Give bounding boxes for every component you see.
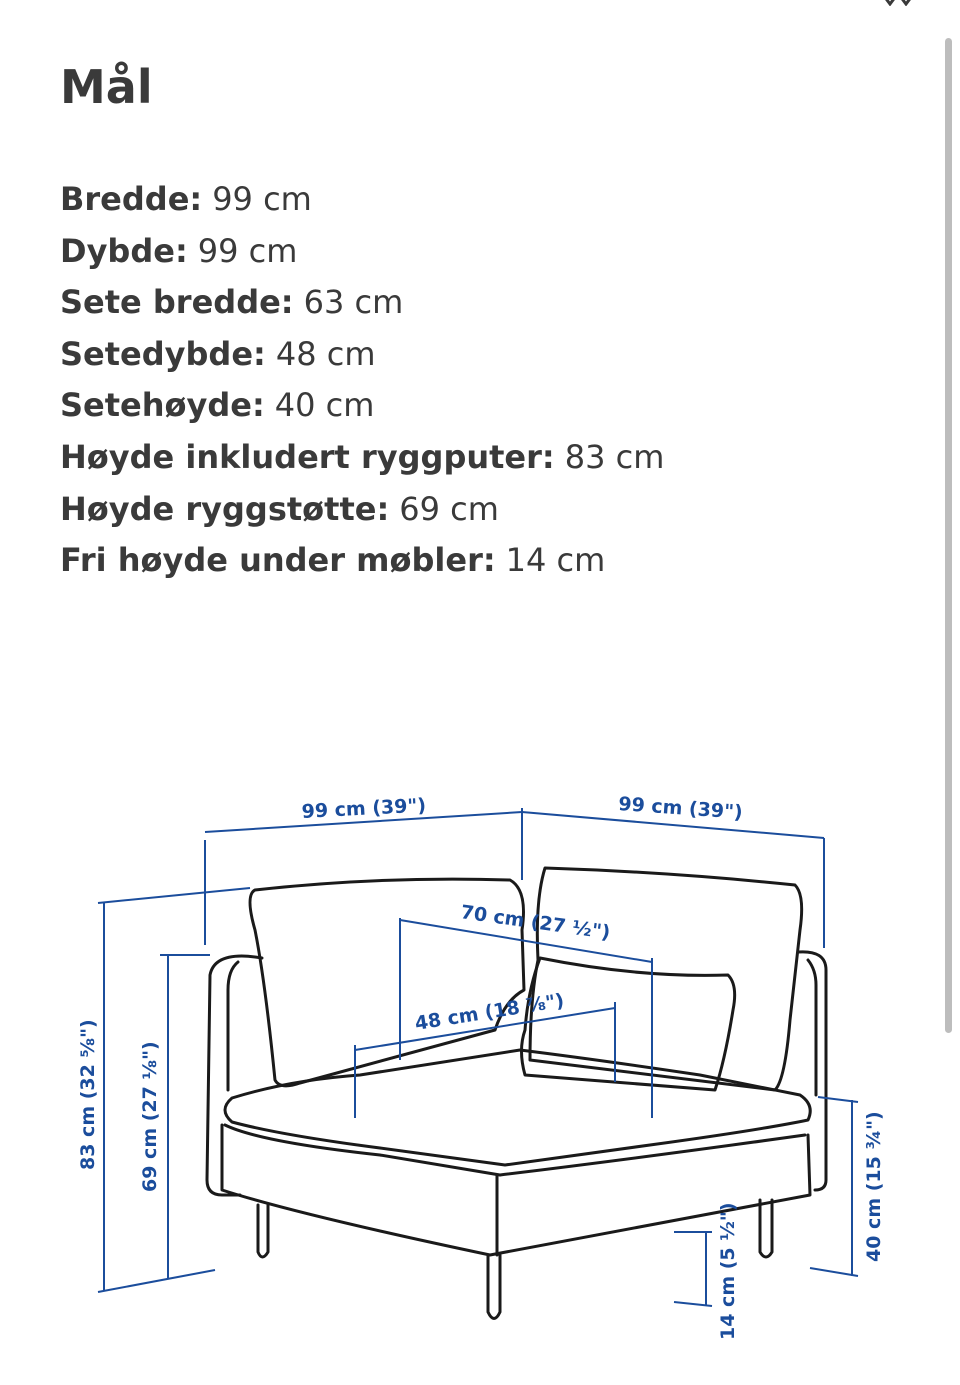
dimension-label: Høyde inkludert ryggputer:	[60, 437, 555, 476]
dimension-value: 83 cm	[564, 437, 665, 476]
dimension-label: Sete bredde:	[60, 283, 294, 322]
label-seat-depth: 48 cm (18 ⅞")	[413, 989, 566, 1035]
dimension-row-seat-depth	[60, 329, 664, 381]
dimension-value: 14 cm	[505, 541, 606, 580]
label-clearance: 14 cm (5 ½")	[717, 1202, 739, 1340]
dimension-row-width	[60, 174, 664, 226]
dimension-row-height-cushions	[60, 432, 664, 484]
dimension-row-depth	[60, 226, 664, 278]
dimension-value: 99 cm	[212, 180, 312, 218]
sofa-dimension-diagram	[0, 760, 960, 1380]
dimension-value: 69 cm	[399, 489, 499, 528]
dimension-label: Setedybde:	[60, 334, 266, 373]
dimension-row-seat-height	[60, 380, 664, 432]
label-width-left: 99 cm (39")	[301, 794, 427, 823]
dimension-label: Setehøyde:	[60, 386, 265, 425]
label-width-right: 99 cm (39")	[617, 793, 744, 824]
dimension-row-clearance	[60, 535, 664, 587]
dimension-value: 99 cm	[197, 231, 298, 270]
dimension-label: Dybde:	[60, 231, 188, 270]
dimension-value: 40 cm	[274, 386, 375, 425]
dimension-value: 48 cm	[275, 334, 376, 373]
label-height-total: 83 cm (32 ⅝")	[77, 1019, 99, 1170]
dimension-label: Bredde:	[60, 180, 203, 218]
dimension-value: 63 cm	[303, 283, 404, 322]
dimension-row-seat-width	[60, 277, 664, 329]
page-title: Mål	[60, 60, 153, 114]
chevron-icon[interactable]	[880, 0, 916, 6]
dimensions-list	[60, 174, 664, 587]
label-inner-width: 70 cm (27 ½")	[459, 901, 612, 944]
dimension-label: Høyde ryggstøtte:	[60, 489, 390, 528]
label-height-back: 69 cm (27 ⅛")	[139, 1041, 161, 1192]
dimension-label: Fri høyde under møbler:	[60, 541, 496, 580]
label-seat-height: 40 cm (15 ¾")	[863, 1111, 885, 1262]
scrollbar[interactable]	[945, 38, 952, 1033]
dimension-row-backrest-height	[60, 484, 664, 536]
